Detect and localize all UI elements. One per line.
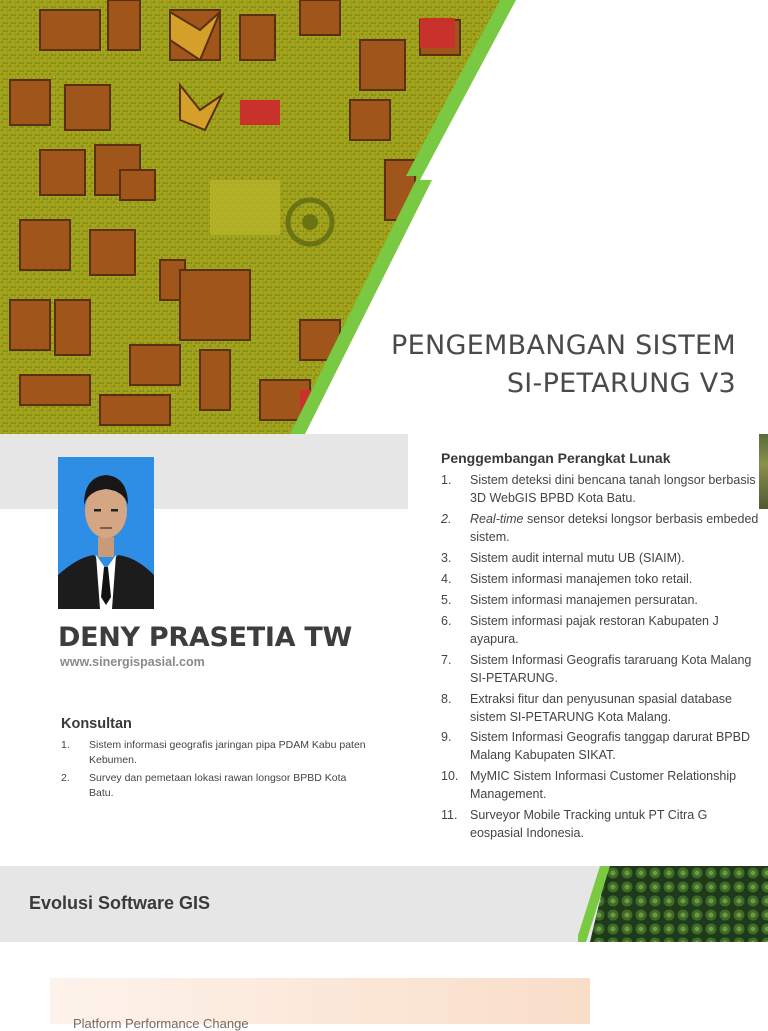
profile-photo [58, 457, 154, 609]
list-text: Sistem informasi geografis jaringan pipa PDAM Kabu paten Kebumen. [89, 739, 366, 766]
list-text: Sistem informasi manajemen toko retail. [470, 572, 693, 586]
list-number: 11. [441, 808, 458, 822]
evolusi-heading: Evolusi Software GIS [29, 893, 211, 913]
list-number: 8. [441, 692, 452, 706]
list-text: Sistem deteksi dini bencana tanah longsor berbasis 3D WebGIS BPBD Kota Batu. [470, 473, 756, 505]
list-number: 3. [441, 551, 452, 565]
evolusi-aerial-image [578, 866, 768, 942]
hero-title-line-2: SI-PETARUNG V3 [506, 368, 736, 399]
list-text: Sistem audit internal mutu UB (SIAIM). [470, 551, 685, 565]
list-text-wrapper [470, 511, 760, 546]
list-text: Sistem Informasi Geografis tanggap darurat BPBD Malang Kabupaten SIKAT. [470, 730, 750, 762]
list-number: 5. [441, 593, 452, 607]
list-number: 7. [441, 653, 452, 667]
list-text: Sistem informasi pajak restoran Kabupaten J ayapura. [470, 614, 719, 646]
list-number: 2. [61, 772, 70, 784]
list-number: 4. [441, 572, 452, 586]
list-text: sensor deteksi longsor berbasis embeded sistem. [470, 512, 759, 544]
list-number: 6. [441, 614, 452, 628]
list-number: 9. [441, 730, 452, 744]
list-text: Sistem Informasi Geografis tararuang Kota Malang SI-PETARUNG. [470, 653, 752, 685]
list-text: Survey dan pemetaan lokasi rawan longsor BPBD Kota Batu. [89, 772, 347, 799]
list-number: 1. [61, 739, 70, 751]
side-thumbnail [759, 434, 768, 509]
website-link[interactable]: www.sinergispasial.com [60, 655, 205, 669]
hero-title-line-1: PENGEMBANGAN SISTEM [391, 330, 736, 361]
list-text: MyMIC Sistem Informasi Customer Relationship Management. [470, 769, 737, 801]
konsultan-heading: Konsultan [61, 716, 132, 732]
person-name: DENY PRASETIA TW [58, 622, 352, 653]
platform-caption: Platform Performance Change [73, 1016, 249, 1031]
list-text: Surveyor Mobile Tracking untuk PT Citra G eospasial Indonesia. [470, 808, 708, 840]
list-number: 2. [441, 512, 452, 526]
list-text: Extraksi fitur dan penyusunan spasial database sistem SI-PETARUNG Kota Malang. [470, 692, 732, 724]
list-text-italic: Real-time [470, 512, 524, 526]
software-dev-heading: Penggembangan Perangkat Lunak [441, 450, 671, 466]
avatar [58, 457, 154, 609]
list-text: Sistem informasi manajemen persuratan. [470, 593, 698, 607]
list-number: 1. [441, 473, 452, 487]
list-number: 10. [441, 769, 459, 783]
tree-canopy-image [578, 866, 768, 942]
